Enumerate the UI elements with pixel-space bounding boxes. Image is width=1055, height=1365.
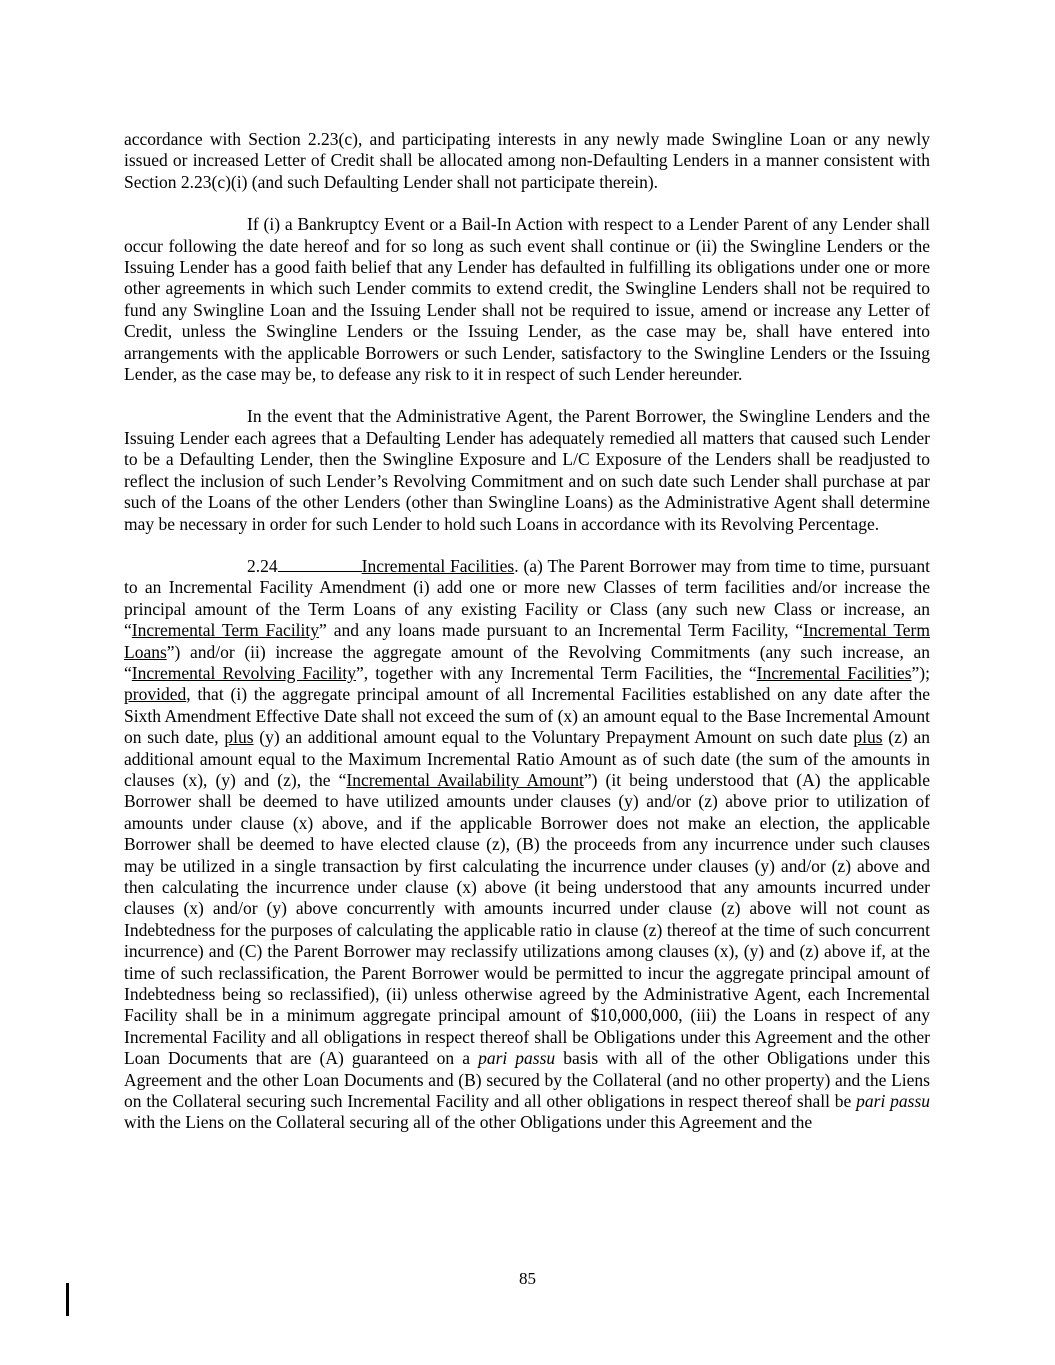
paragraph-defaulting-lender-continuation: accordance with Section 2.23(c), and participating interests in any newly made Swingline Loan or any newly issued or increased Letter of Credit shall be allocated among non-Defaulting Lenders in a manner consistent with Section 2.23(c)(i) (and such Defaulting Lender shall not participate therein).	[124, 129, 930, 192]
paragraph-incremental-facilities: 2.24 Incremental Facilities. (a) The Parent Borrower may from time to time, pursuant to an Incremental Facility Amendment (i) add one or more new Classes of term facilities and/or increase the principal amount of the Term Loans of any existing Facility or Class (any such new Class or increase, an “Incremental Term Facility” and any loans made pursuant to an Incremental Term Facility, “Incremental Term Loans”) and/or (ii) increase the aggregate amount of the Revolving Commitments (any such increase, an “Incremental Revolving Facility”, together with any Incremental Term Facilities, the “Incremental Facilities”); provided, that (i) the aggregate principal amount of all Incremental Facilities established on any date after the Sixth Amendment Effective Date shall not exceed the sum of (x) an amount equal to the Base Incremental Amount on such date, plus (y) an additional amount equal to the Voluntary Prepayment Amount on such date plus (z) an additional amount equal to the Maximum Incremental Ratio Amount as of such date (the sum of the amounts in clauses (x), (y) and (z), the “Incremental Availability Amount”) (it being understood that (A) the applicable Borrower shall be deemed to have utilized amounts under clauses (y) and/or (z) above prior to utilization of amounts under clause (x) above, and if the applicable Borrower does not make an election, the applicable Borrower shall be deemed to have elected clause (z), (B) the proceeds from any incurrence under such clauses may be utilized in a single transaction by first calculating the incurrence under clauses (y) and/or (z) above and then calculating the incurrence under clause (x) above (it being understood that any amounts incurred under clauses (x) and/or (y) above concurrently with amounts incurred under clause (z) above will not count as Indebtedness for the purposes of calculating the applicable ratio in clause (z) thereof at the time of such concurrent incurrence) and (C) the Parent Borrower may reclassify utilizations among clauses (x), (y) and (z) above if, at the time of such reclassification, the Parent Borrower would be permitted to incur the aggregate principal amount of Indebtedness being so reclassified), (ii) unless otherwise agreed by the Administrative Agent, each Incremental Facility shall be in a minimum aggregate principal amount of $10,000,000, (iii) the Loans in respect of any Incremental Facility and all obligations in respect thereof shall be Obligations under this Agreement and the other Loan Documents that are (A) guaranteed on a pari passu basis with all of the other Obligations under this Agreement and the other Loan Documents and (B) secured by the Collateral (and no other property) and the Liens on the Collateral securing such Incremental Facility and all other obligations in respect thereof shall be pari passu with the Liens on the Collateral securing all of the other Obligations under this Agreement and the	[124, 555, 931, 1133]
document-text-block	[124, 129, 930, 1134]
page-number: 85	[519, 1269, 536, 1288]
paragraph-bankruptcy-bail-in: If (i) a Bankruptcy Event or a Bail-In Action with respect to a Lender Parent of any Lender shall occur following the date hereof and for so long as such event shall continue or (ii) the Swingline Lenders or the Issuing Lender has a good faith belief that any Lender has defaulted in fulfilling its obligations under one or more other agreements in which such Lender commits to extend credit, the Swingline Lenders shall not be required to fund any Swingline Loan and the Issuing Lender shall not be required to issue, amend or increase any Letter of Credit, unless the Swingline Lenders or the Issuing Lender, as the case may be, shall have entered into arrangements with the applicable Borrowers or such Lender, satisfactory to the Swingline Lenders or the Issuing Lender, as the case may be, to defease any risk to it in respect of such Lender hereunder.	[124, 214, 930, 385]
paragraph-defaulting-lender-remedied: In the event that the Administrative Agent, the Parent Borrower, the Swingline Lenders and the Issuing Lender each agrees that a Defaulting Lender has adequately remedied all matters that caused such Lender to be a Defaulting Lender, then the Swingline Exposure and L/C Exposure of the Lenders shall be readjusted to reflect the inclusion of such Lender’s Revolving Commitment and on such date such Lender shall purchase at par such of the Loans of the other Lenders (other than Swingline Loans) as the Administrative Agent shall determine may be necessary in order for such Lender to hold such Loans in accordance with its Revolving Percentage.	[124, 406, 930, 534]
revision-mark-bar	[66, 1283, 69, 1316]
